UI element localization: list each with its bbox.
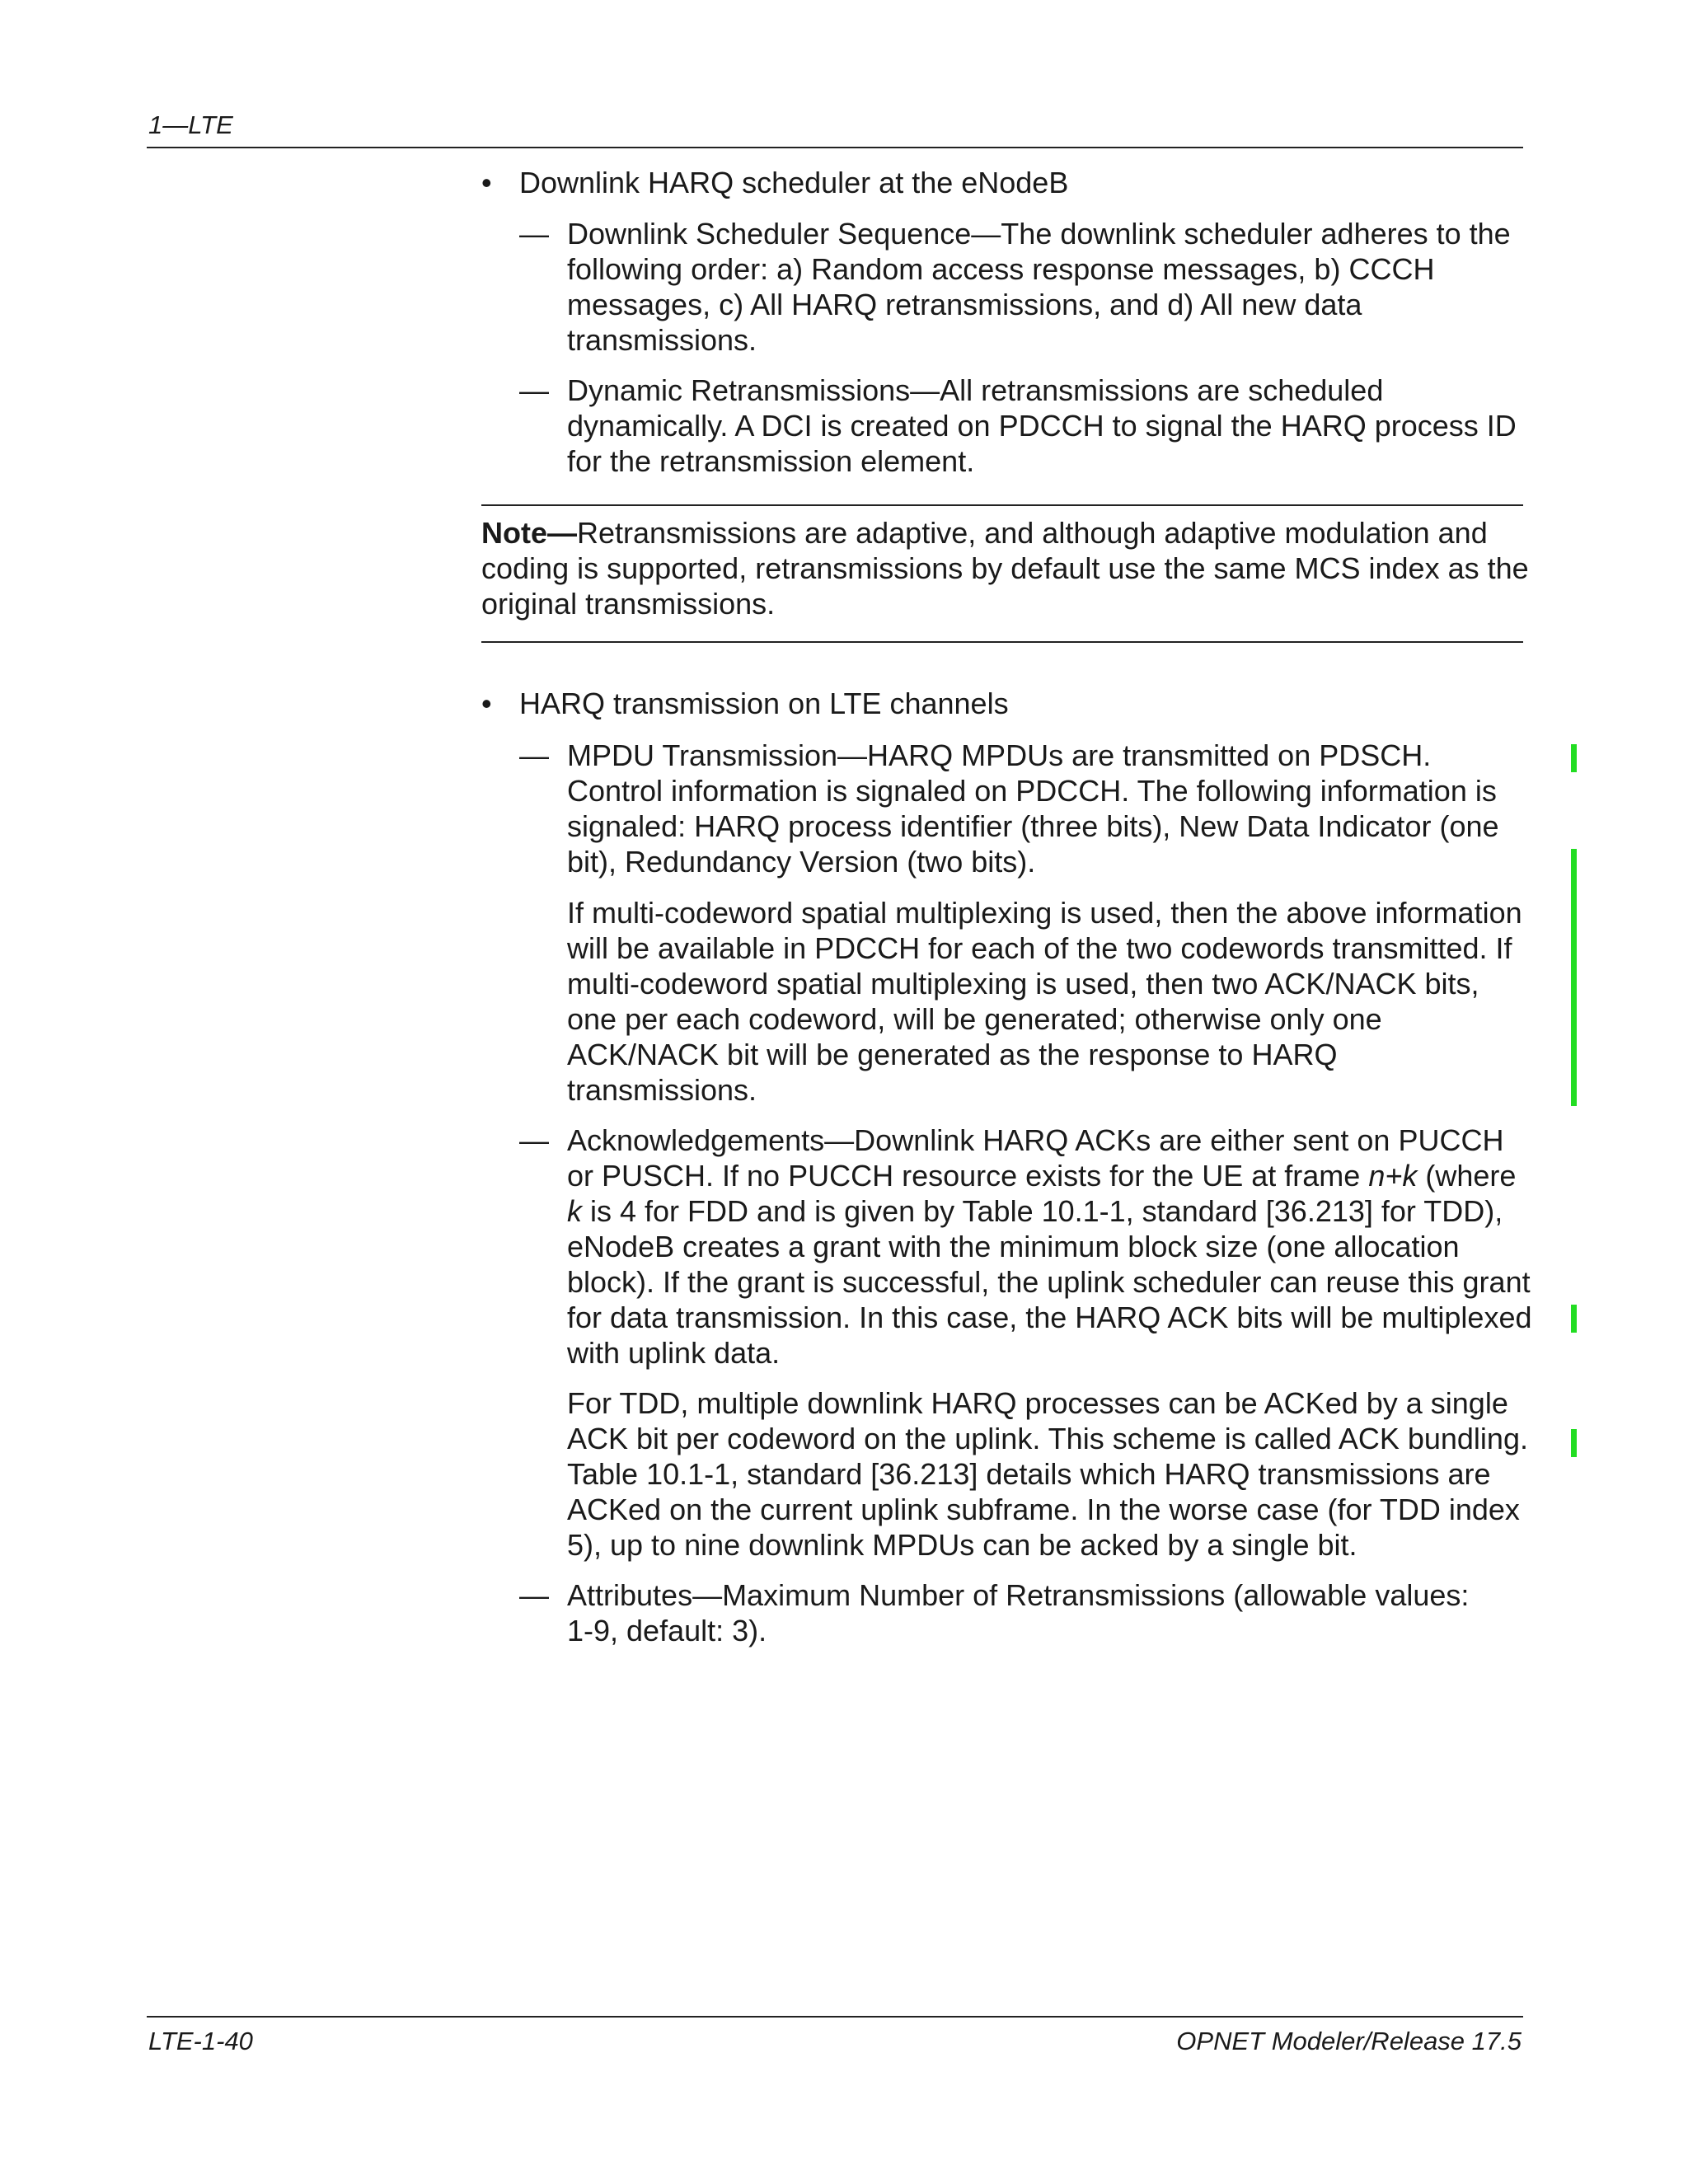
text-line: transmissions. (567, 1073, 757, 1107)
text-line: Downlink Scheduler Sequence—The downlink scheduler adheres to the (567, 217, 1511, 251)
change-bar (1571, 1305, 1577, 1333)
note-label: Note— (481, 516, 577, 550)
note-block (481, 515, 1529, 621)
text-line: block). If the grant is successful, the uplink scheduler can reuse this grant (567, 1265, 1531, 1299)
bullet-marker: • (481, 687, 492, 720)
text-line: will be available in PDCCH for each of the two codewords transmitted. If (567, 931, 1512, 965)
text-line: Control information is signaled on PDCCH. The following information is (567, 774, 1497, 808)
dash-marker: — (519, 1123, 549, 1157)
bullet-marker: • (481, 166, 492, 199)
paragraph-mpdu-transmission (567, 738, 1499, 879)
paragraph-tdd-ack-bundling (567, 1385, 1528, 1563)
running-head: 1—LTE (148, 110, 233, 139)
change-bar (1571, 1429, 1577, 1457)
text-line: Dynamic Retransmissions—All retransmissions are scheduled (567, 373, 1384, 407)
text-line: eNodeB creates a grant with the minimum block size (one allocation (567, 1230, 1460, 1263)
paragraph-attributes (567, 1577, 1469, 1648)
text-line: bit), Redundancy Version (two bits). (567, 845, 1036, 879)
text-line: or PUSCH. If no PUCCH resource exists for the UE at frame n+k (where (567, 1159, 1517, 1193)
text-line: for the retransmission element. (567, 444, 975, 478)
note-rule-top (481, 504, 1523, 506)
paragraph-downlink-scheduler-sequence (567, 216, 1511, 358)
text-line: 5), up to nine downlink MPDUs can be acked by a single bit. (567, 1528, 1357, 1562)
text-line: 1-9, default: 3). (567, 1614, 767, 1647)
text-line: coding is supported, retransmissions by default use the same MCS index as the (481, 551, 1529, 585)
dash-marker: — (519, 1578, 549, 1612)
text-line: one per each codeword, will be generated; otherwise only one (567, 1002, 1382, 1036)
text-line: dynamically. A DCI is created on PDCCH to signal the HARQ process ID (567, 409, 1517, 443)
text-line: original transmissions. (481, 587, 776, 621)
dash-marker: — (519, 373, 549, 407)
note-rule-bottom (481, 641, 1523, 643)
footer-product-release: OPNET Modeler/Release 17.5 (1176, 2027, 1522, 2055)
text-line: multi-codeword spatial multiplexing is used, then two ACK/NACK bits, (567, 967, 1479, 1001)
text-line: for data transmission. In this case, the HARQ ACK bits will be multiplexed (567, 1301, 1532, 1334)
text-line: messages, c) All HARQ retransmissions, and d) All new data (567, 288, 1362, 321)
text-line: k is 4 for FDD and is given by Table 10.1-1, standard [36.213] for TDD), (567, 1194, 1503, 1228)
text-line: signaled: HARQ process identifier (three bits), New Data Indicator (one (567, 809, 1499, 843)
text-line: Attributes—Maximum Number of Retransmissions (allowable values: (567, 1578, 1470, 1612)
text-line: with uplink data. (567, 1336, 781, 1370)
text-line: ACK bit per codeword on the uplink. This scheme is called ACK bundling. (567, 1422, 1528, 1455)
footer-page-number: LTE-1-40 (148, 2027, 253, 2055)
change-bar (1571, 744, 1577, 772)
text-line: For TDD, multiple downlink HARQ processes can be ACKed by a single (567, 1386, 1508, 1420)
paragraph-acknowledgements (567, 1122, 1532, 1371)
paragraph-multi-codeword (567, 895, 1522, 1108)
change-bar (1571, 849, 1577, 1106)
text-line: Acknowledgements—Downlink HARQ ACKs are either sent on PUCCH (567, 1123, 1504, 1157)
text-line: If multi-codeword spatial multiplexing is used, then the above information (567, 896, 1522, 930)
footer-rule (147, 2016, 1523, 2018)
text-line: ACK/NACK bit will be generated as the response to HARQ (567, 1038, 1338, 1071)
text-line: Note—Retransmissions are adaptive, and although adaptive modulation and (481, 516, 1488, 550)
dash-marker: — (519, 738, 549, 772)
bullet-downlink-harq-scheduler: Downlink HARQ scheduler at the eNodeB (519, 166, 1069, 199)
bullet-harq-transmission: HARQ transmission on LTE channels (519, 687, 1009, 720)
text-line: ACKed on the current uplink subframe. In the worse case (for TDD index (567, 1493, 1520, 1526)
header-rule (147, 147, 1523, 148)
paragraph-dynamic-retransmissions (567, 373, 1517, 479)
dash-marker: — (519, 217, 549, 251)
text-line: transmissions. (567, 323, 757, 357)
text-line: Table 10.1-1, standard [36.213] details which HARQ transmissions are (567, 1457, 1491, 1491)
text-line: MPDU Transmission—HARQ MPDUs are transmitted on PDSCH. (567, 738, 1432, 772)
text-line: following order: a) Random access response messages, b) CCCH (567, 252, 1435, 286)
